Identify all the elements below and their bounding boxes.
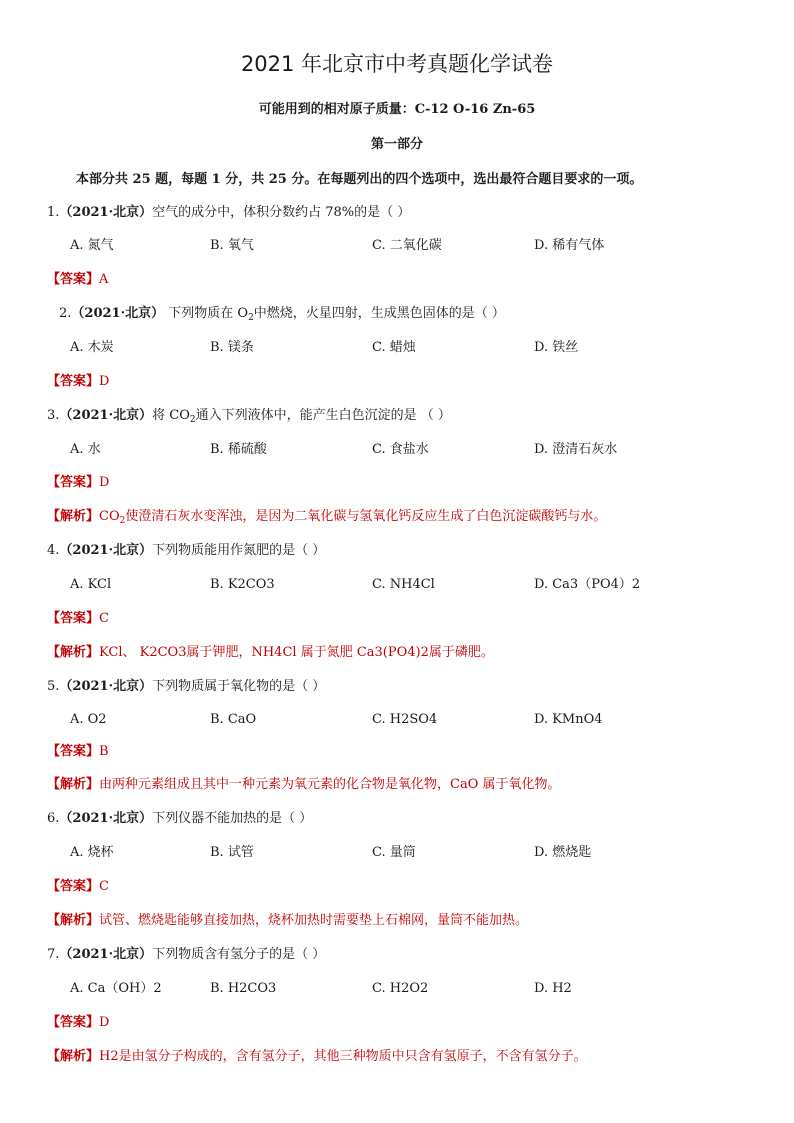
question-stem: 下列物质在 O bbox=[164, 306, 249, 321]
question-3 bbox=[47, 406, 451, 426]
question-number: 6. bbox=[47, 811, 60, 826]
analysis-label: 【解析】 bbox=[47, 1049, 100, 1064]
option-a: A. 烧杯 bbox=[70, 845, 114, 860]
option-b: B. 稀硫酸 bbox=[210, 442, 267, 457]
analysis-6 bbox=[47, 911, 528, 931]
answer-4 bbox=[47, 609, 109, 629]
answer-value: D bbox=[99, 1015, 110, 1030]
question-4 bbox=[47, 541, 325, 561]
option-b: B. CaO bbox=[210, 712, 257, 727]
analysis-text: KCl、 K2CO3属于钾肥，NH4Cl 属于氮肥 Ca3(PO4)2属于磷肥。 bbox=[99, 645, 494, 660]
analysis-text: CO bbox=[99, 509, 120, 524]
question-source: （2021·北京） bbox=[59, 205, 153, 220]
question-number: 7. bbox=[47, 947, 60, 962]
analysis-text-cont: 使澄清石灰水变浑浊，是因为二氧化碳与氢氧化钙反应生成了白色沉淀碳酸钙与水。 bbox=[125, 509, 607, 524]
answer-2 bbox=[47, 372, 109, 392]
analysis-label: 【解析】 bbox=[47, 913, 100, 928]
question-stem: 下列物质能用作氮肥的是（ ） bbox=[152, 543, 326, 558]
option-a: A. 木炭 bbox=[70, 340, 114, 355]
question-number: 2. bbox=[59, 306, 72, 321]
option-d: D. 澄清石灰水 bbox=[534, 442, 618, 457]
question-stem: 下列物质属于氧化物的是（ ） bbox=[152, 679, 326, 694]
option-a: A. O2 bbox=[70, 712, 107, 727]
answer-value: B bbox=[99, 744, 109, 759]
option-d: D. 稀有气体 bbox=[534, 238, 605, 253]
option-a: A. 水 bbox=[70, 442, 101, 457]
answer-value: A bbox=[99, 272, 109, 287]
question-stem: 下列仪器不能加热的是（ ） bbox=[152, 811, 313, 826]
option-c: C. 蜡烛 bbox=[372, 340, 416, 355]
answer-label: 【答案】 bbox=[47, 272, 100, 287]
answer-6 bbox=[47, 877, 109, 897]
option-c: C. H2O2 bbox=[372, 981, 429, 996]
analysis-label: 【解析】 bbox=[47, 645, 100, 660]
subscript: 2 bbox=[119, 516, 126, 526]
instructions: 本部分共 25 题，每题 1 分，共 25 分。在每题列出的四个选项中，选出最符合题目要求的一项。 bbox=[76, 172, 643, 187]
option-c: C. 二氧化碳 bbox=[372, 238, 442, 253]
question-source: （2021·北京） bbox=[59, 543, 153, 558]
question-2 bbox=[59, 304, 505, 324]
option-a: A. Ca（OH）2 bbox=[70, 981, 162, 996]
option-b: B. H2CO3 bbox=[210, 981, 277, 996]
analysis-5 bbox=[47, 775, 561, 795]
analysis-label: 【解析】 bbox=[47, 509, 100, 524]
question-source: （2021·北京） bbox=[59, 408, 153, 423]
option-d: D. H2 bbox=[534, 981, 572, 996]
option-b: B. 试管 bbox=[210, 845, 254, 860]
question-number: 5. bbox=[47, 679, 60, 694]
answer-1 bbox=[47, 270, 108, 290]
option-a: A. KCl bbox=[70, 577, 112, 592]
question-source: （2021·北京） bbox=[59, 947, 153, 962]
option-c: C. H2SO4 bbox=[372, 712, 438, 727]
answer-label: 【答案】 bbox=[47, 879, 100, 894]
question-6 bbox=[47, 809, 312, 829]
option-d: D. 燃烧匙 bbox=[534, 845, 592, 860]
answer-5 bbox=[47, 742, 109, 762]
question-number: 4. bbox=[47, 543, 60, 558]
question-stem-cont: 通入下列液体中，能产生白色沉淀的是 （ ） bbox=[195, 408, 451, 423]
question-source: （2021·北京） bbox=[59, 811, 153, 826]
analysis-text: 试管、燃烧匙能够直接加热，烧杯加热时需要垫上石棉网，量筒不能加热。 bbox=[99, 913, 529, 928]
answer-label: 【答案】 bbox=[47, 374, 100, 389]
answer-label: 【答案】 bbox=[47, 1015, 100, 1030]
answer-7 bbox=[47, 1013, 109, 1033]
analysis-7 bbox=[47, 1047, 587, 1067]
analysis-3 bbox=[47, 507, 606, 527]
answer-value: D bbox=[99, 475, 110, 490]
option-b: B. 氧气 bbox=[210, 238, 254, 253]
answer-value: C bbox=[99, 879, 109, 894]
option-d: D. 铁丝 bbox=[534, 340, 579, 355]
section-heading: 第一部分 bbox=[370, 137, 423, 152]
subscript: 2 bbox=[248, 313, 254, 323]
question-stem: 将 CO bbox=[152, 408, 190, 423]
question-source: （2021·北京） bbox=[59, 679, 153, 694]
analysis-label: 【解析】 bbox=[47, 777, 100, 792]
answer-label: 【答案】 bbox=[47, 475, 100, 490]
answer-label: 【答案】 bbox=[47, 744, 100, 759]
question-stem-cont: 中燃烧，火星四射，生成黑色固体的是（ ） bbox=[253, 306, 505, 321]
analysis-4 bbox=[47, 643, 494, 663]
option-c: C. 量筒 bbox=[372, 845, 416, 860]
question-source: （2021·北京） bbox=[71, 306, 165, 321]
subscript: 2 bbox=[189, 415, 196, 425]
answer-3 bbox=[47, 473, 109, 493]
page-title: 2021 年北京市中考真题化学试卷 bbox=[240, 52, 554, 76]
option-c: C. 食盐水 bbox=[372, 442, 429, 457]
atomic-mass-note: 可能用到的相对原子质量：C-12 O-16 Zn-65 bbox=[258, 102, 536, 117]
option-d: D. Ca3（PO4）2 bbox=[534, 577, 641, 592]
question-5 bbox=[47, 677, 325, 697]
answer-value: D bbox=[99, 374, 110, 389]
answer-label: 【答案】 bbox=[47, 611, 100, 626]
question-number: 1. bbox=[47, 205, 60, 220]
analysis-text: 由两种元素组成且其中一种元素为氧元素的化合物是氧化物，CaO 属于氧化物。 bbox=[99, 777, 561, 792]
question-1 bbox=[47, 203, 410, 223]
question-stem: 空气的成分中，体积分数约占 78%的是（ ） bbox=[152, 205, 411, 220]
option-d: D. KMnO4 bbox=[534, 712, 603, 727]
question-stem: 下列物质含有氢分子的是（ ） bbox=[152, 947, 326, 962]
answer-value: C bbox=[99, 611, 109, 626]
option-b: B. 镁条 bbox=[210, 340, 254, 355]
analysis-text: H2是由氢分子构成的，含有氢分子，其他三种物质中只含有氢原子，不含有氢分子。 bbox=[99, 1049, 587, 1064]
option-a: A. 氮气 bbox=[70, 238, 114, 253]
question-number: 3. bbox=[47, 408, 60, 423]
option-c: C. NH4Cl bbox=[372, 577, 435, 592]
question-7 bbox=[47, 945, 325, 965]
option-b: B. K2CO3 bbox=[210, 577, 275, 592]
